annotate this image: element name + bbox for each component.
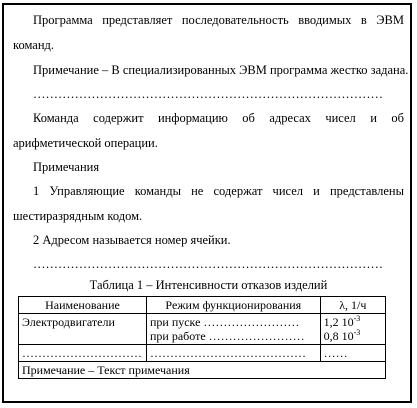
row1-mode: [146, 314, 320, 345]
table-caption: Таблица 1 – Интенсивности отказов изделий: [89, 278, 328, 292]
row2-mode: …………………………………: [146, 345, 320, 362]
paragraph-1-line-1: Программа представляет последовательность вводимых в ЭВМ: [33, 13, 404, 27]
table-note-row: [19, 362, 386, 379]
paragraph-1-line-2: команд.: [13, 38, 54, 52]
ellipsis-line-1: …………………………………………………………………………: [33, 87, 383, 101]
paragraph-note: Примечание – В специализированных ЭВМ программа жестко задана.: [33, 63, 409, 77]
row1-value: [320, 314, 385, 345]
table-row: [19, 345, 386, 362]
header-mode: Режим функционирования: [146, 297, 320, 314]
row1-value-run: 0,8 $10^{-3}$: [323, 328, 361, 343]
table-note: Примечание – Текст примечания: [19, 362, 386, 379]
row2-value: ……: [320, 345, 385, 362]
row2-name: …………………………: [19, 345, 147, 362]
note-2: 2 Адресом называется номер ячейки.: [33, 233, 231, 247]
table-row: [19, 314, 386, 345]
header-name: Наименование: [19, 297, 147, 314]
notes-heading: Примечания: [33, 160, 100, 174]
row1-value-start: 1,2 $10^{-3}$: [323, 314, 361, 329]
failure-rate-table: [18, 296, 386, 379]
note-1-line-2: шестиразрядным кодом.: [13, 209, 143, 223]
ellipsis-line-2: …………………………………………………………………………: [33, 257, 383, 271]
note-1-line-1: 1 Управляющие команды не содержат чисел и представлены: [33, 184, 404, 198]
paragraph-3-line-2: арифметической операции.: [13, 136, 158, 150]
row1-mode-start: при пуске ……………………: [149, 315, 300, 329]
header-lambda: λ, 1/ч: [320, 297, 385, 314]
paragraph-3-line-1: Команда содержит информацию об адресах чисел и об: [33, 111, 404, 125]
row1-mode-run: при работе ……………………: [149, 329, 305, 343]
row1-name: Электродвигатели: [19, 314, 147, 345]
table-header-row: [19, 297, 386, 314]
